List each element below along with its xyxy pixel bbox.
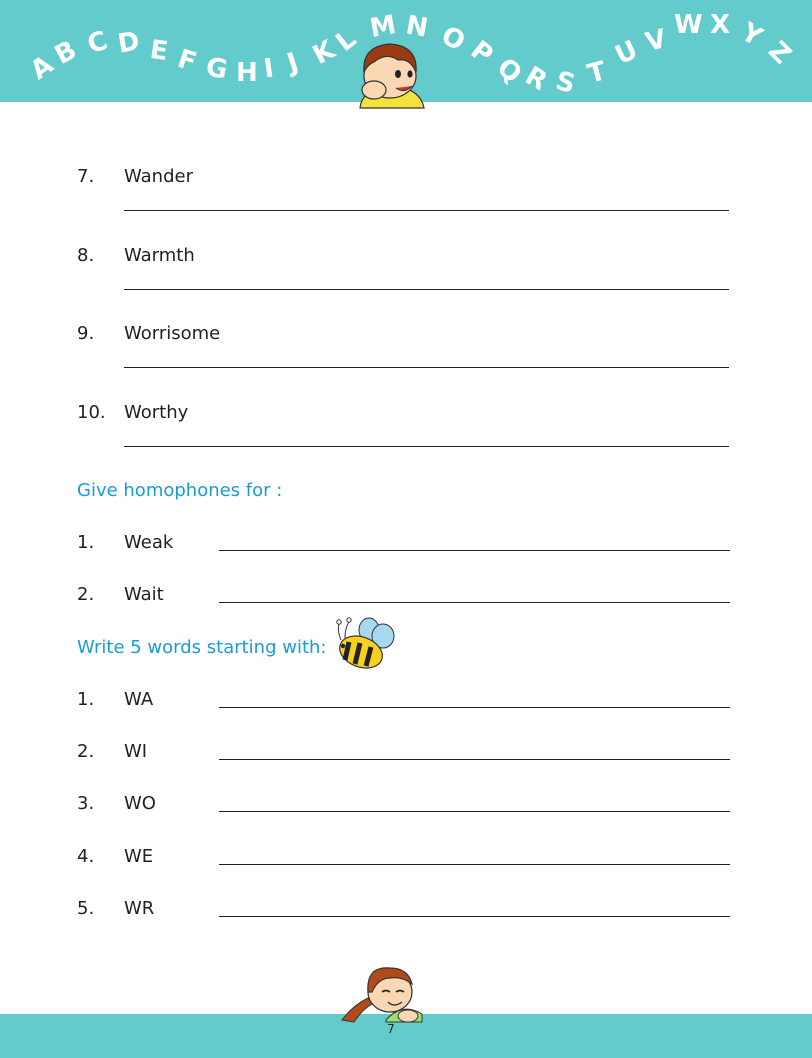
starting-word-item-answer-line[interactable] bbox=[219, 759, 730, 760]
starting-word-item-word: WI bbox=[124, 741, 148, 763]
homophone-item-word: Weak bbox=[124, 532, 174, 553]
starting-word-item-word: WR bbox=[124, 897, 155, 919]
starting-word-item-answer-line[interactable] bbox=[219, 916, 730, 917]
alphabet-letter: Q bbox=[490, 52, 528, 90]
girl-cartoon-icon bbox=[332, 962, 428, 1022]
alphabet-letter: K bbox=[308, 35, 341, 71]
meaning-item-number: 9. bbox=[77, 323, 95, 344]
alphabet-letter: R bbox=[519, 61, 553, 97]
meaning-item-word: Worrisome bbox=[124, 323, 221, 344]
meaning-item-answer-line[interactable] bbox=[124, 367, 729, 368]
homophone-item-number: 2. bbox=[77, 584, 95, 605]
meaning-item-word: Worthy bbox=[124, 401, 189, 423]
starting-word-item-word: WO bbox=[124, 793, 156, 815]
starting-word-item-number: 5. bbox=[77, 897, 95, 919]
meaning-item-word: Warmth bbox=[124, 244, 195, 266]
alphabet-letter: E bbox=[147, 34, 170, 68]
starting-word-item-number: 3. bbox=[77, 793, 95, 815]
alphabet-letter: C bbox=[83, 25, 112, 61]
meaning-item-answer-line[interactable] bbox=[124, 210, 729, 211]
meaning-item-number: 8. bbox=[77, 244, 95, 266]
alphabet-letter: W bbox=[674, 10, 703, 40]
meaning-item-number: 7. bbox=[77, 166, 95, 187]
starting-word-item-number: 2. bbox=[77, 741, 95, 763]
alphabet-letter: A bbox=[25, 49, 59, 87]
starting-word-item-number: 4. bbox=[77, 845, 95, 867]
meaning-item-word: Wander bbox=[124, 166, 193, 187]
starting-word-item-word: WE bbox=[124, 845, 154, 867]
alphabet-letter: V bbox=[642, 23, 670, 59]
page-number: 7 bbox=[387, 1022, 395, 1036]
bee-cartoon-icon bbox=[333, 616, 395, 672]
starting-word-item-number: 1. bbox=[77, 689, 95, 710]
alphabet-letter: S bbox=[552, 66, 579, 100]
alphabet-letter: J bbox=[283, 47, 303, 79]
homophones-heading: Give homophones for : bbox=[77, 480, 283, 501]
homophone-item-word: Wait bbox=[124, 584, 164, 605]
alphabet-letter: U bbox=[610, 34, 643, 72]
starting-word-item-word: WA bbox=[124, 689, 154, 710]
meaning-item-answer-line[interactable] bbox=[124, 446, 729, 447]
alphabet-letter: I bbox=[261, 53, 276, 85]
alphabet-letter: M bbox=[367, 9, 399, 45]
alphabet-letter: L bbox=[330, 24, 363, 58]
homophone-item-answer-line[interactable] bbox=[219, 602, 730, 603]
alphabet-letter: B bbox=[50, 35, 82, 71]
alphabet-letter: P bbox=[464, 35, 499, 71]
boy-cartoon-icon bbox=[352, 38, 432, 108]
alphabet-letter: H bbox=[236, 58, 258, 88]
homophone-item-answer-line[interactable] bbox=[219, 550, 730, 551]
alphabet-letter: X bbox=[710, 10, 731, 40]
starting-word-item-answer-line[interactable] bbox=[219, 864, 730, 865]
alphabet-letter: D bbox=[115, 26, 143, 60]
meaning-item-answer-line[interactable] bbox=[124, 289, 729, 290]
alphabet-letter: G bbox=[203, 52, 230, 86]
starting-words-heading: Write 5 words starting with: bbox=[77, 637, 327, 658]
alphabet-letter: Y bbox=[735, 17, 768, 53]
starting-word-item-answer-line[interactable] bbox=[219, 707, 730, 708]
alphabet-letter: Z bbox=[762, 35, 797, 71]
meaning-item-number: 10. bbox=[77, 401, 106, 423]
starting-word-item-answer-line[interactable] bbox=[219, 811, 730, 812]
alphabet-letter: O bbox=[436, 20, 470, 58]
alphabet-letter: T bbox=[584, 56, 610, 90]
alphabet-letter: F bbox=[173, 43, 200, 79]
homophone-item-number: 1. bbox=[77, 532, 95, 553]
alphabet-letter: N bbox=[403, 10, 431, 44]
